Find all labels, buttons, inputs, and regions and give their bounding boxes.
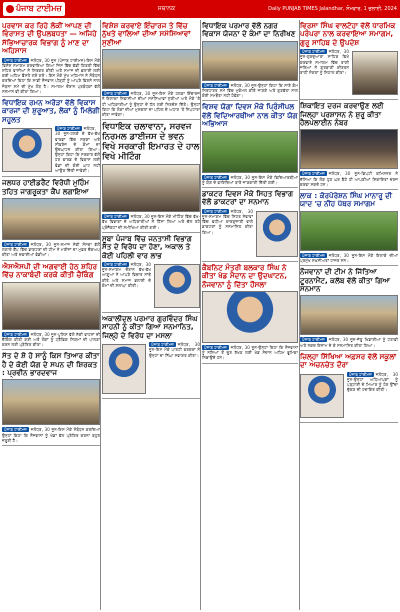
news-photo: [300, 129, 398, 169]
story-body: ਜਲੰਧਰ, 30 ਜੂਨ-ਇਸ ਮੌਕੇ ਹਲਕਾ ਇੰਚਾਰਜ ਨੇ ਇਲਾਕਾ ਨਿਵਾਸੀਆਂ ਦੀਆਂ ਸਮੱਸਿਆਵਾਂ ਸੁਣੀਆਂ ਅਤੇ ਮੌਕੇ 'ਤੇ ਹੀ ਅਧਿਕਾਰੀਆਂ ਨੂੰ ਉਨ੍ਹਾਂ ਦੇ ਹੱਲ ਲਈ ਨਿਰਦੇਸ਼ ਦਿੱਤੇ। ਉਨ੍ਹਾਂ ਕਿਹਾ ਕਿ ਲੋਕਾਂ ਦੀਆਂ ਮੁਸ਼ਕਲਾਂ ਦਾ ਪਹਿਲ ਦੇ ਅਧਾਰ 'ਤੇ ਨਿਪਟਾਰਾ ਕੀਤਾ ਜਾਵੇਗਾ।: [102, 91, 200, 118]
story-headline: ਡਾਕਟਰ ਦਿਵਸ ਮੌਕੇ ਸਿਹਤ ਵਿਭਾਗ ਵੱਲੋਂ ਡਾਕਟਰਾਂ ਦਾ ਸਨਮਾਨ: [202, 189, 294, 207]
story-body: ਜਲੰਧਰ, 30 ਜੂਨ-ਇਸ ਮੌਕੇ ਇਲਾਕੇ ਦੀਆਂ ਪ੍ਰਮੁੱਖ ਸ਼ਖ਼ਸੀਅਤਾਂ ਹਾਜ਼ਰ ਸਨ।: [300, 252, 398, 264]
edition-line: Daily PUNJAB TIMES Jalandhar, ਸੋਮਵਾਰ, 1 ਜੁਲਾਈ, 2024: [268, 6, 397, 12]
byline-badge: ਪੰਜਾਬ ਟਾਈਮਜ਼: [57, 126, 80, 132]
byline-badge: ਪੰਜਾਬ ਟਾਈਮਜ਼: [349, 371, 372, 377]
news-story: [2, 177, 100, 260]
news-photo: [154, 264, 200, 308]
news-story: [102, 313, 200, 399]
byline-badge: ਪੰਜਾਬ ਟਾਈਮਜ਼: [104, 262, 127, 268]
story-headline: ਵਿਧਾਇਕ ਪਰਮਾਰ ਵੱਲੋਂ ਨਗਰ ਵਿਕਾਸ ਯੋਜਨਾ ਦੇ ਕੰਮਾਂ ਦਾ ਨਿਰੀਖਣ: [202, 21, 296, 39]
byline-badge: ਪੰਜਾਬ ਟਾਈਮਜ਼: [104, 214, 127, 220]
story-body: ਜਲੰਧਰ, 30 ਜੂਨ (ਪੰਜਾਬ ਟਾਈਮਜ਼)-ਇਸ ਮੌਕੇ ਵਿਸ਼ੇਸ਼ ਸਮਾਗਮ ਕਰਵਾਇਆ ਗਿਆ ਜਿਸ ਵਿੱਚ ਵੱਡੀ ਗਿਣਤੀ ਵਿੱਚ ਸ਼ਹਿਰ ਵਾਸੀਆਂ ਨੇ ਸ਼ਿਰਕਤ ਕੀਤੀ ਅਤੇ ਸਮਾਜ ਦੀ ਭਲਾਈ ਲਈ ਕਈ ਅਹਿਮ ਫ਼ੈਸਲੇ ਲਏ ਗਏ। ਇਸ ਮੌਕੇ ਮੁੱਖ ਮਹਿਮਾਨ ਨੇ ਸੰਬੋਧਨ ਕਰਦਿਆਂ ਕਿਹਾ ਕਿ ਸਾਡੀ ਨੌਜਵਾਨ ਪੀੜ੍ਹੀ ਨੂੰ ਆਪਣੇ ਵਿਰਸੇ ਨਾਲ ਜੋੜਨਾ ਸਮੇਂ ਦੀ ਮੁੱਖ ਲੋੜ ਹੈ। ਸਮਾਗਮ ਦੌਰਾਨ ਪ੍ਰਬੰਧਕਾਂ ਵੱਲੋਂ ਸਨਮਾਨ ਵੀ ਕੀਤਾ ਗਿਆ।: [2, 57, 100, 94]
news-photo: [2, 282, 100, 330]
news-story: [2, 350, 100, 446]
story-headline: ਵਿਸ਼ਵ ਯੋਗਾ ਦਿਵਸ ਮੌਕੇ ਪ੍ਰਿੰਸੀਪਲ ਵੱਲੋਂ ਵਿਦਿਆਰਥੀਆਂ ਨਾਲ ਕੀਤਾ ਯੋਗ ਅਭਿਆਸ: [202, 102, 298, 129]
byline-badge: ਪੰਜਾਬ ਟਾਈਮਜ਼: [104, 91, 127, 97]
story-body: ਜਲੰਧਰ, 30 ਜੂਨ-ਇਸ ਮੌਕੇ ਸੰਬੋਧਨ ਕਰਦਿਆਂ ਉਨ੍ਹਾਂ ਕਿਹਾ ਕਿ ਨੌਜਵਾਨਾਂ ਨੂੰ ਖੇਡਾਂ ਵੱਲ ਪ੍ਰੇਰਿਤ ਕਰਨਾ ਬਹੁਤ ਜ਼ਰੂਰੀ ਹੈ।: [2, 427, 100, 443]
logo-emblem-icon: [6, 5, 14, 13]
news-photo: [256, 211, 298, 257]
story-headline: ਸੱਤ ਦੇ ਸ਼ੋ ਹੋ ਸਾਨੂੰ ਕਿਸ ਤਿਆਰ ਕੀਤਾ ਹੈ ਦੇ ਕੋਈ ਯੋਗ ਦੇ ਸਪਨ ਦੀ ਸ਼ਿਰਕਤ : ਪ੍ਰਵੀਨ ਭਾਰਦਵਾਜ: [2, 351, 100, 377]
story-body: ਜਲੰਧਰ, 30 ਜੂਨ-ਗੁਰਦੁਆਰਾ ਸਾਹਿਬ ਵਿਖੇ ਕਰਵਾਏ ਸਮਾਗਮ ਵਿੱਚ ਰਾਗੀ ਜਥਿਆਂ ਨੇ ਗੁਰਬਾਣੀ ਕੀਰਤਨ ਰਾਹੀਂ ਸੰਗਤਾਂ ਨੂੰ ਨਿਹਾਲ ਕੀਤਾ।: [300, 49, 349, 76]
story-body: ਜਲੰਧਰ, 30 ਜੂਨ-ਉਨ੍ਹਾਂ ਅਧਿਆਪਕਾਂ ਨੂੰ ਪੜ੍ਹਾਈ ਦੇ ਮਿਆਰ ਨੂੰ ਹੋਰ ਉੱਚਾ ਚੁੱਕਣ ਦੀ ਹਦਾਇਤ ਕੀਤੀ।: [347, 371, 398, 393]
story-headline: ਜ਼ਿਲ੍ਹਾ ਸਿੱਖਿਆ ਅਫ਼ਸਰ ਵੱਲੋਂ ਸਕੂਲਾਂ ਦਾ ਅਚਨਚੇਤ ਦੌਰਾ: [300, 351, 397, 370]
column-4: [300, 20, 398, 610]
news-story: [102, 233, 200, 313]
story-body: ਜਲੰਧਰ, 30 ਜੂਨ-ਇਸ ਮੌਕੇ ਵਿਦਿਆਰਥੀਆਂ ਨੂੰ ਯੋਗ ਦੇ ਫਾਇਦਿਆਂ ਬਾਰੇ ਜਾਣਕਾਰੀ ਦਿੱਤੀ ਗਈ।: [202, 174, 298, 185]
column-3: [202, 20, 298, 610]
section-name: ਸਥਾਨਕ: [157, 5, 176, 12]
story-headline: ਸੂਬਾ ਪੰਜਾਬ ਵਿੱਚ ਜਨਤਾਸੀ ਵਿਭਾਗ ਸੱਤ ਦੇ ਵਿਰੋਧ ਦਾ ਹੋਣਾ, ਅਕਾਲ ਤੇ ਕੋਈ ਪਹਿਲੀ ਵਾਰ ਲਾਭ: [102, 233, 192, 260]
news-photo: [202, 41, 298, 81]
news-story: [202, 20, 298, 101]
news-story: [300, 190, 398, 266]
news-photo: [300, 374, 344, 418]
story-body: ਜਲੰਧਰ, 30 ਜੂਨ-ਪੁਲਿਸ ਵੱਲੋਂ ਸ਼ੱਕੀ ਵਾਹਨਾਂ ਦੀ ਚੈਕਿੰਗ ਕੀਤੀ ਗਈ ਅਤੇ ਲੋਕਾਂ ਨੂੰ ਟ੍ਰੈਫ਼ਿਕ ਨਿਯਮਾਂ ਦੀ ਪਾਲਣਾ ਕਰਨ ਲਈ ਪ੍ਰੇਰਿਤ ਕੀਤਾ।: [2, 331, 100, 347]
byline-badge: ਪੰਜਾਬ ਟਾਈਮਜ਼: [302, 49, 325, 55]
column-2: [102, 20, 200, 610]
column-divider: [100, 20, 101, 610]
byline-badge: ਪੰਜਾਬ ਟਾਈਮਜ਼: [4, 242, 27, 248]
story-headline: ਸ਼ਿਕਾਇਤ ਦਰਜ ਕਰਵਾਉਣ ਲਈ ਜਿਲ੍ਹਾ ਪ੍ਰਸ਼ਾਸਨ ਨੇ ਸ਼ੁਰੂ ਕੀਤਾ ਹੈਲਪਲਾਈਨ ਨੰਬਰ: [300, 101, 384, 128]
news-story: [2, 261, 100, 350]
news-photo: [102, 49, 200, 89]
story-body: ਜਲੰਧਰ, 30 ਜੂਨ-ਸਮਾਗਮ ਵਿੱਚ ਸਿਹਤ ਸੇਵਾਵਾਂ ਵਿੱਚ ਵਧੀਆ ਕਾਰਗੁਜ਼ਾਰੀ ਵਾਲੇ ਡਾਕਟਰਾਂ ਨੂੰ ਸਨਮਾਨਿਤ ਕੀਤਾ ਗਿਆ।: [202, 208, 253, 235]
story-headline: ਲਾਕ : ਕੋਰਪੋਰੇਸ਼ਨ ਸਿੰਘ ਮਾਨਾਰੂ ਦੀ ਯਾਦ 'ਚ ਨੀਂਹ ਪੱਥਰ ਸਮਾਗਮ: [300, 191, 393, 209]
story-headline: ਵਿਸ਼ੇਸ਼ ਕਰਵਾਏ ਇੰਚਾਰਜ ਤੇ ਵਿੱਚ ਨੁੱਖਤੇ ਵਾਲਿਆਂ ਦੀਆਂ ਸਮੱਸਿਆਵਾਂ ਸੁਣੀਆਂ: [102, 21, 191, 47]
story-body: ਜਲੰਧਰ, 30 ਜੂਨ-ਸਮਾਗਮ ਦੌਰਾਨ ਵੱਖ-ਵੱਖ ਆਗੂਆਂ ਨੇ ਆਪਣੇ ਵਿਚਾਰ ਸਾਂਝੇ ਕੀਤੇ ਅਤੇ ਸਮਾਜ ਭਲਾਈ ਦੇ ਕੰਮਾਂ ਦੀ ਸ਼ਲਾਘਾ ਕੀਤੀ।: [102, 262, 151, 288]
news-story: [300, 266, 398, 351]
story-headline: ਜਲਧਰ ਹਾਈਡਰੈਂਟ ਵਿਰੋਧੀ ਮੁਹਿੰਮ ਤਹਿਤ ਜਾਗਰੂਕਤਾ ਕੈਂਪ ਲਗਾਇਆ: [2, 178, 90, 196]
story-body: ਜਲੰਧਰ, 30 ਜੂਨ-ਇਸ ਮੌਕੇ ਮੀਟਿੰਗ ਵਿੱਚ ਵੱਖ-ਵੱਖ ਵਿਭਾਗਾਂ ਦੇ ਅਧਿਕਾਰੀਆਂ ਨੇ ਹਿੱਸਾ ਲਿਆ ਅਤੇ ਚੱਲ ਰਹੇ ਪ੍ਰੋਜੈਕਟਾਂ ਦੀ ਸਮੀਖਿਆ ਕੀਤੀ ਗਈ।: [102, 214, 200, 230]
story-headline: ਪ੍ਰਵਾਸ ਕਰ ਰਿਹੇ ਲੋਕੀਂ ਆਪਣ ਦੀ ਵਿਰਾਸਤ ਦੀ ਉਪਲਬਧਤਾ — ਅਜਿਹੇ ਸੱਭਿਆਚਾਰਕ ਵਿਭਾਗ ਨੂੰ ਮਾਣ ਦਾ ਅਹਿਸਾਸ: [2, 21, 97, 56]
story-body: ਜਲੰਧਰ, 30 ਜੂਨ-ਹਲਕੇ ਦੇ ਵੱਖ-ਵੱਖ ਵਾਰਡਾਂ ਵਿੱਚ ਸੜਕਾਂ ਅਤੇ ਸੀਵਰੇਜ ਦੇ ਕੰਮਾਂ ਦਾ ਉਦਘਾਟਨ ਕੀਤਾ ਗਿਆ। ਉਨ੍ਹਾਂ ਕਿਹਾ ਕਿ ਸਰਕਾਰ ਵੱਲੋਂ ਹਰ ਵਾਰਡ ਦੇ ਵਿਕਾਸ ਲਈ ਫੰਡਾਂ ਦੀ ਕੋਈ ਘਾਟ ਨਹੀਂ ਆਉਣ ਦਿੱਤੀ ਜਾਵੇਗੀ।: [55, 126, 100, 173]
byline-badge: ਪੰਜਾਬ ਟਾਈਮਜ਼: [204, 208, 227, 214]
news-photo: [102, 344, 146, 394]
byline-badge: ਪੰਜਾਬ ਟਾਈਮਜ਼: [204, 82, 227, 88]
story-body: ਜਲੰਧਰ, 30 ਜੂਨ-ਡਿਪਟੀ ਕਮਿਸ਼ਨਰ ਨੇ ਦੱਸਿਆ ਕਿ ਲੋਕ ਹੁਣ ਘਰ ਬੈਠੇ ਹੀ ਆਪਣੀਆਂ ਸ਼ਿਕਾਇਤਾਂ ਦਰਜ ਕਰਵਾ ਸਕਦੇ ਹਨ।: [300, 171, 398, 187]
news-story: [300, 20, 398, 100]
story-body: ਜਲੰਧਰ, 30 ਜੂਨ-ਇਸ ਮੌਕੇ ਪਾਰਟੀ ਵਰਕਰਾਂ ਨੇ ਉਨ੍ਹਾਂ ਦਾ ਨਿੱਘਾ ਸਵਾਗਤ ਕੀਤਾ।: [149, 342, 200, 358]
story-headline: ਵਿਧਾਇਕ ਚਲਾਵਾਨਾ, ਸਰਵਜ ਨਿਰਮਲ ਡਾਈਜਸ ਦੇ ਭਵਨ ਵਿਖੇ ਸਰਕਾਰੀ ਇਮਾਰਤ ਦੇ ਹਾਲ ਵਿਖੇ ਮੀਟਿੰਗ: [102, 122, 200, 163]
byline-badge: ਪੰਜਾਬ ਟਾਈਮਜ਼: [204, 174, 227, 180]
news-story: [2, 20, 100, 97]
news-photo: [2, 198, 100, 240]
news-photo: [202, 131, 298, 173]
news-story: [202, 262, 298, 364]
news-photo: [352, 51, 398, 95]
story-headline: ਨੌਜਵਾਨਾਂ ਦੀ ਟੀਮ ਨੇ ਜਿੱਤਿਆ ਟੂਰਨਾਮੈਂਟ, ਕਲੱਬ ਵੱਲੋਂ ਕੀਤਾ ਗਿਆ ਸਨਮਾਨ: [300, 267, 391, 294]
story-headline: ਵਿਰਸਾ ਸਿੰਘ ਵਾਲਟੋਹਾ ਵੱਲੋਂ ਧਾਰਮਿਕ ਪਰੰਪਰਾ ਨਾਲ ਕਰਵਾਇਆ ਸਮਾਗਮ, ਗੁਰੂ ਸਾਹਿਬ ਦੇ ਉਪਦੇਸ਼: [300, 21, 396, 47]
story-headline: ਅਕਾਲੀਦਲ ਪਰਮਾਰ ਗੁਰਵਿੰਦਰ ਸਿੰਘ ਸਾਹਨੀ ਨੂੰ ਕੀਤਾ ਗਿਆ ਸਨਮਾਨਿਤ, ਜਿਲ੍ਹੇ ਦੇ ਵਿਰੋਧ ਦਾ ਮਸਲਾ: [102, 314, 198, 340]
news-story: [300, 100, 398, 190]
byline-badge: ਪੰਜਾਬ ਟਾਈਮਜ਼: [302, 252, 325, 258]
news-photo: [300, 295, 398, 335]
byline-badge: ਪੰਜਾਬ ਟਾਈਮਜ਼: [4, 427, 27, 433]
news-story: [202, 188, 298, 262]
newspaper-name: ਪੰਜਾਬ ਟਾਈਮਜ਼: [16, 4, 62, 13]
news-story: [202, 101, 298, 188]
byline-badge: ਪੰਜਾਬ ਟਾਈਮਜ਼: [4, 331, 27, 337]
masthead: [0, 0, 400, 18]
byline-badge: ਪੰਜਾਬ ਟਾਈਮਜ਼: [204, 345, 227, 351]
story-headline: ਵਿਧਾਇਕ ਰਮਨ ਅਰੋੜਾ ਵੱਲੋਂ ਵਿਕਾਸ ਕਾਰਜਾਂ ਦੀ ਸ਼ੁਰੂਆਤ, ਲੋਕਾਂ ਨੂੰ ਮਿਲੇਗੀ ਸਹੂਲਤ: [2, 98, 100, 124]
story-headline: ਕੈਬਨਿਟ ਮੰਤਰੀ ਬਲਕਾਰ ਸਿੰਘ ਨੇ ਕੀਤਾ ਖੇਡ ਮੈਦਾਨ ਦਾ ਉਦਘਾਟਨ, ਨੌਜਵਾਨਾਂ ਨੂੰ ਦਿੱਤਾ ਹੌਸਲਾ: [202, 262, 287, 289]
news-photo: [202, 291, 298, 343]
story-body: ਜਲੰਧਰ, 30 ਜੂਨ-ਉਨ੍ਹਾਂ ਕਿਹਾ ਕਿ ਸਾਰੇ ਕੰਮ ਨਿਰਧਾਰਤ ਸਮੇਂ ਵਿੱਚ ਮੁਕੰਮਲ ਕੀਤੇ ਜਾਣਗੇ ਅਤੇ ਗੁਣਵੱਤਾ ਨਾਲ ਕੋਈ ਸਮਝੌਤਾ ਨਹੀਂ ਹੋਵੇਗਾ।: [202, 82, 298, 99]
news-photo: [2, 379, 100, 425]
byline-badge: ਪੰਜਾਬ ਟਾਈਮਜ਼: [151, 342, 174, 348]
column-1: [2, 20, 100, 610]
news-story: [102, 120, 200, 233]
byline-badge: ਪੰਜਾਬ ਟਾਈਮਜ਼: [4, 57, 27, 63]
story-body: ਜਲੰਧਰ, 30 ਜੂਨ-ਸਮਾਜ ਸੇਵੀ ਸੰਸਥਾ ਵੱਲੋਂ ਲਗਾਏ ਕੈਂਪ ਵਿੱਚ ਡਾਕਟਰਾਂ ਦੀ ਟੀਮ ਨੇ ਮਰੀਜ਼ਾਂ ਦਾ ਮੁਫ਼ਤ ਚੈਕਅਪ ਕੀਤਾ ਅਤੇ ਦਵਾਈਆਂ ਵੰਡੀਆਂ।: [2, 242, 100, 258]
news-story: [300, 351, 398, 423]
column-divider: [200, 20, 201, 610]
news-photo: [102, 164, 200, 212]
news-story: [2, 97, 100, 177]
news-photo: [2, 128, 52, 172]
story-body: ਜਲੰਧਰ, 30 ਜੂਨ-ਉਨ੍ਹਾਂ ਕਿਹਾ ਕਿ ਨੌਜਵਾਨਾਂ ਨੂੰ ਨਸ਼ਿਆਂ ਤੋਂ ਦੂਰ ਰੱਖਣ ਲਈ ਖੇਡ ਮੈਦਾਨ ਅਹਿਮ ਭੂਮਿਕਾ ਨਿਭਾਉਂਦੇ ਹਨ।: [202, 345, 298, 361]
byline-badge: ਪੰਜਾਬ ਟਾਈਮਜ਼: [302, 171, 325, 177]
news-story: [102, 20, 200, 120]
news-photo: [300, 211, 398, 251]
story-headline: ਐਸਐਸਪੀ ਦੀ ਅਗਵਾਈ ਹੇਠ ਸ਼ਹਿਰ ਵਿੱਚ ਨਾਕਾਬੰਦੀ ਕਰਕੇ ਕੀਤੀ ਚੈਕਿੰਗ: [2, 261, 98, 280]
byline-badge: ਪੰਜਾਬ ਟਾਈਮਜ਼: [302, 337, 325, 343]
newspaper-logo: [3, 2, 65, 16]
story-body: ਜਲੰਧਰ, 30 ਜੂਨ-ਜੇਤੂ ਖਿਡਾਰੀਆਂ ਨੂੰ ਟਰਾਫ਼ੀ ਅਤੇ ਨਕਦ ਇਨਾਮ ਦੇ ਕੇ ਸਨਮਾਨਿਤ ਕੀਤਾ ਗਿਆ।: [300, 337, 398, 348]
